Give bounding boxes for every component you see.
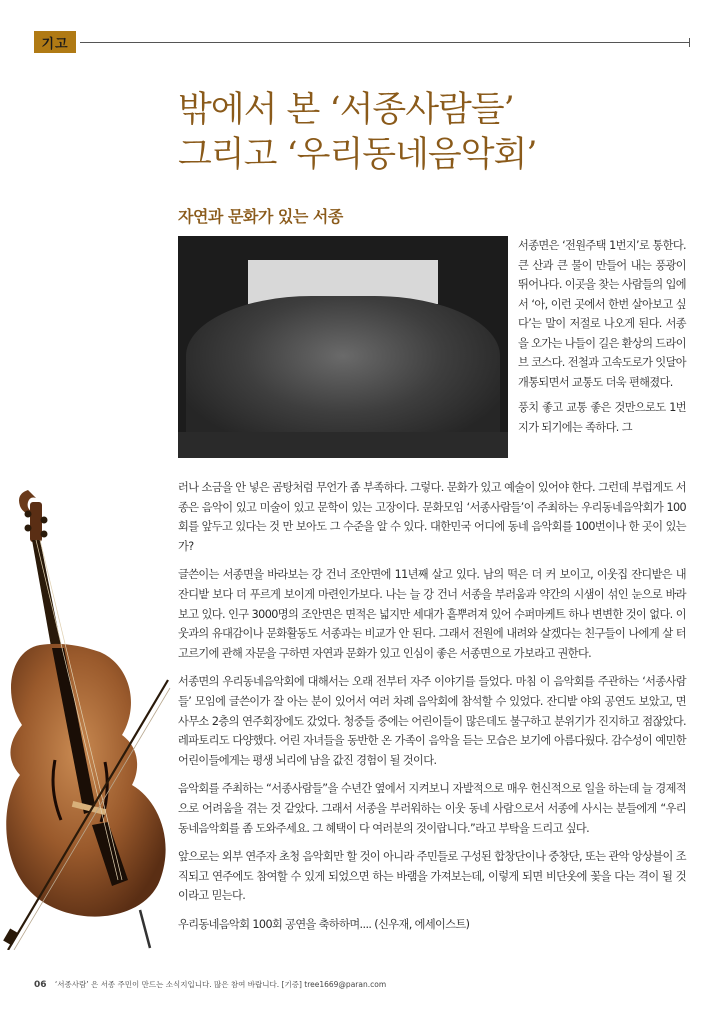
photo-floor [178, 432, 508, 458]
footer-text: ‘서종사람’ 은 서종 주민이 만드는 소식지입니다. 많은 참여 바랍니다. [기증] tree1669@paran.com [54, 980, 387, 989]
side-paragraph-2: 풍치 좋고 교통 좋은 것만으로도 1번지가 되기에는 족하다. 그 [518, 401, 686, 434]
side-paragraph-1: 서종면은 ‘전원주택 1번지’로 통한다. 큰 산과 큰 물이 만들어 내는 풍광이 뛰어나다. 이곳을 찾는 사람들의 입에서 ‘아, 이런 곳에서 한번 살아보고 싶다’는 말이 저절로 나오게 된다. 서종을 오가는 나들이 길은 환상의 드라이브 코스다. 전철과 고속도로가 잇달아 개통되면서 교통도 더욱 편해졌다. [518, 239, 686, 389]
article-title [178, 88, 678, 178]
side-column [518, 236, 686, 443]
article-body [178, 478, 686, 943]
body-paragraph-2: 글쓴이는 서종면을 바라보는 강 건너 조안면에 11년째 살고 있다. 남의 떡은 더 커 보이고, 이웃집 잔디밭은 내 잔디밭 보다 더 푸르게 보이게 마련인가보다. 나는 늘 강 건너 서종을 부러움과 약간의 시샘이 섞인 눈으로 바라보고 있다. 인구 3000명의 조안면은 면적은 넓지만 세대가 흩뿌려져 있어 수퍼마케트 하나 변변한 것이 없다. 이웃과의 유대감이나 문화활동도 서종과는 비교가 안 된다. 그래서 전원에 내려와 살겠다는 친구들이 나에게 살 터 고르기에 관해 자문을 구하면 자연과 문화가 있고 인심이 좋은 서종면으로 가보라고 권한다. [178, 568, 686, 660]
body-paragraph-4: 음악회를 주최하는 “서종사람들”을 수년간 옆에서 지켜보니 자발적으로 매우 헌신적으로 일을 하는데 늘 경제적으로 어려움을 겪는 것 같았다. 그래서 서종을 부러워하는 이웃 동네 사람으로서 서종에 사시는 분들에게 “우리동네음악회를 좀 도와주세요. 그 혜택이 다 여러분의 것이랍니다.”라고 부탁을 드리고 싶다. [178, 782, 686, 835]
body-paragraph-5: 앞으로는 외부 연주자 초청 음악회만 할 것이 아니라 주민들로 구성된 합창단이나 중창단, 또는 관악 앙상블이 조직되고 연주에도 참여할 수 있게 되었으면 하는 바램을 가져보는데, 이렇게 되면 비단옷에 꽃을 다는 격이 될 것이라고 믿는다. [178, 850, 686, 903]
header-rule [80, 42, 690, 43]
body-signature: 우리동네음악회 100회 공연을 축하하며.... (신우재, 에세이스트) [178, 917, 470, 931]
photo-crowd [186, 296, 500, 446]
article-title-line-1: 밖에서 본 ‘서종사람들’ [178, 90, 514, 130]
cello-icon [0, 480, 175, 950]
article-subtitle: 자연과 문화가 있는 서종 [178, 207, 343, 226]
page-number: 06 [34, 980, 47, 990]
group-photo-image [178, 236, 508, 458]
body-paragraph-3: 서종면의 우리동네음악회에 대해서는 오래 전부터 자주 이야기를 들었다. 마침 이 음악회를 주관하는 ‘서종사람들’ 모임에 글쓴이가 잘 아는 분이 있어서 여러 차례 음악회에 참석할 수 있었다. 잔디밭 야외 공연도 보았고, 면사무소 2층의 연주회장에도 갔었다. 청중들 중에는 어린이들이 많은데도 불구하고 분위기가 진지하고 점잖았다. 레파토리도 다양했다. 어린 자녀들을 동반한 온 가족이 음악을 듣는 모습은 보기에 아름다웠다. 감수성이 예민한 어린이들에게는 평생 뇌리에 남을 값진 경험이 될 것이다. [178, 675, 686, 767]
article-title-line-2: 그리고 ‘우리동네음악회’ [178, 135, 537, 175]
body-paragraph-1: 러나 소금을 안 넣은 곰탕처럼 무언가 좀 부족하다. 그렇다. 문화가 있고 예술이 있어야 한다. 그런데 부럽게도 서종은 음악이 있고 미술이 있고 문학이 있는 고장이다. 문화모임 ‘서종사람들’이 주최하는 우리동네음악회가 100회를 앞두고 있다는 것 만 보아도 그 수준을 알 수 있다. 대한민국 어디에 동네 음악회를 100번이나 한 곳이 있는가? [178, 481, 686, 553]
page-footer [34, 979, 386, 990]
section-tag: 기고 [34, 31, 76, 53]
